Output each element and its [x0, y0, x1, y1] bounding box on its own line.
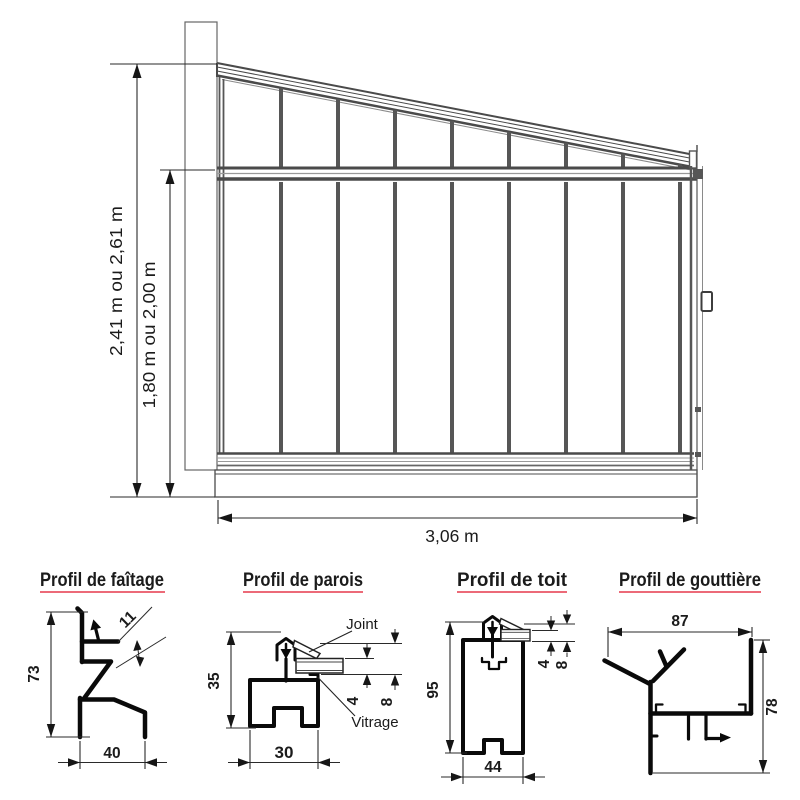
parois-title: Profil de parois	[243, 570, 363, 591]
door-handle	[702, 292, 713, 311]
toit-glass-joint-label: 8	[554, 660, 571, 670]
joint-leader-line	[309, 631, 352, 652]
gouttiere-title: Profil de gouttière	[619, 570, 761, 591]
arrow-right-icon	[683, 514, 697, 523]
parois-width-label: 30	[274, 743, 294, 762]
beam-bracket	[693, 169, 703, 179]
joint-label: Joint	[346, 616, 378, 633]
arrow-up-icon	[133, 64, 142, 78]
left-frame	[220, 77, 224, 453]
toit-glass-label: 4	[536, 659, 553, 669]
parois-glass-label: 4	[345, 696, 362, 706]
toit-height-label: 95	[425, 681, 442, 699]
parois-profile	[206, 616, 402, 769]
arrow-down-icon	[166, 483, 175, 497]
glazing-panel	[501, 630, 530, 642]
base-kerb	[215, 470, 697, 497]
dim-width-label: 3,06 m	[425, 526, 479, 546]
wall-post	[185, 22, 217, 470]
arrow-up-icon	[166, 170, 175, 184]
parois-glass-joint-label: 8	[379, 697, 396, 707]
glazing-panel	[296, 659, 343, 674]
faitage-title: Profil de faîtage	[40, 570, 164, 591]
clip-arrow-icon	[487, 627, 498, 637]
elevation-drawing	[106, 22, 712, 546]
faitage-glass-offset-label: 11	[116, 608, 140, 632]
wall-mullions	[281, 182, 680, 453]
clip-arrow-icon	[281, 649, 292, 659]
roof-band	[217, 63, 694, 170]
faitage-extrusion	[78, 609, 146, 738]
gouttiere-extrusion	[605, 640, 752, 773]
toit-profile	[425, 610, 575, 784]
arrow-left-icon	[218, 514, 232, 523]
arrow-down-icon	[133, 483, 142, 497]
faitage-width-label: 40	[103, 745, 121, 762]
faitage-profile	[26, 607, 167, 769]
bottom-rail	[217, 454, 694, 466]
toit-width-label: 44	[484, 759, 502, 776]
transom-beam	[217, 168, 697, 179]
flow-arrow-icon	[720, 733, 731, 743]
parois-height-label: 35	[206, 672, 223, 690]
clip-arrow-icon	[88, 618, 104, 642]
toit-dim-glass	[524, 610, 575, 657]
toit-title: Profil de toit	[457, 570, 568, 591]
gutter-end-cap	[690, 151, 697, 168]
gouttiere-profile	[605, 613, 782, 773]
profile-titles	[40, 570, 761, 592]
front-frame	[690, 145, 713, 497]
hook-clip	[653, 650, 684, 682]
faitage-height-label: 73	[26, 665, 43, 683]
vitrage-leader-line	[318, 677, 356, 716]
gouttiere-width-label: 87	[671, 613, 689, 630]
joint-seal	[293, 641, 320, 659]
vitrage-label: Vitrage	[351, 714, 399, 731]
gouttiere-height-label: 78	[764, 698, 781, 716]
dim-width	[218, 499, 697, 524]
dim-total-height-label: 2,41 m ou 2,61 m	[106, 219, 126, 356]
dim-wall-height-label: 1,80 m ou 2,00 m	[139, 272, 159, 409]
